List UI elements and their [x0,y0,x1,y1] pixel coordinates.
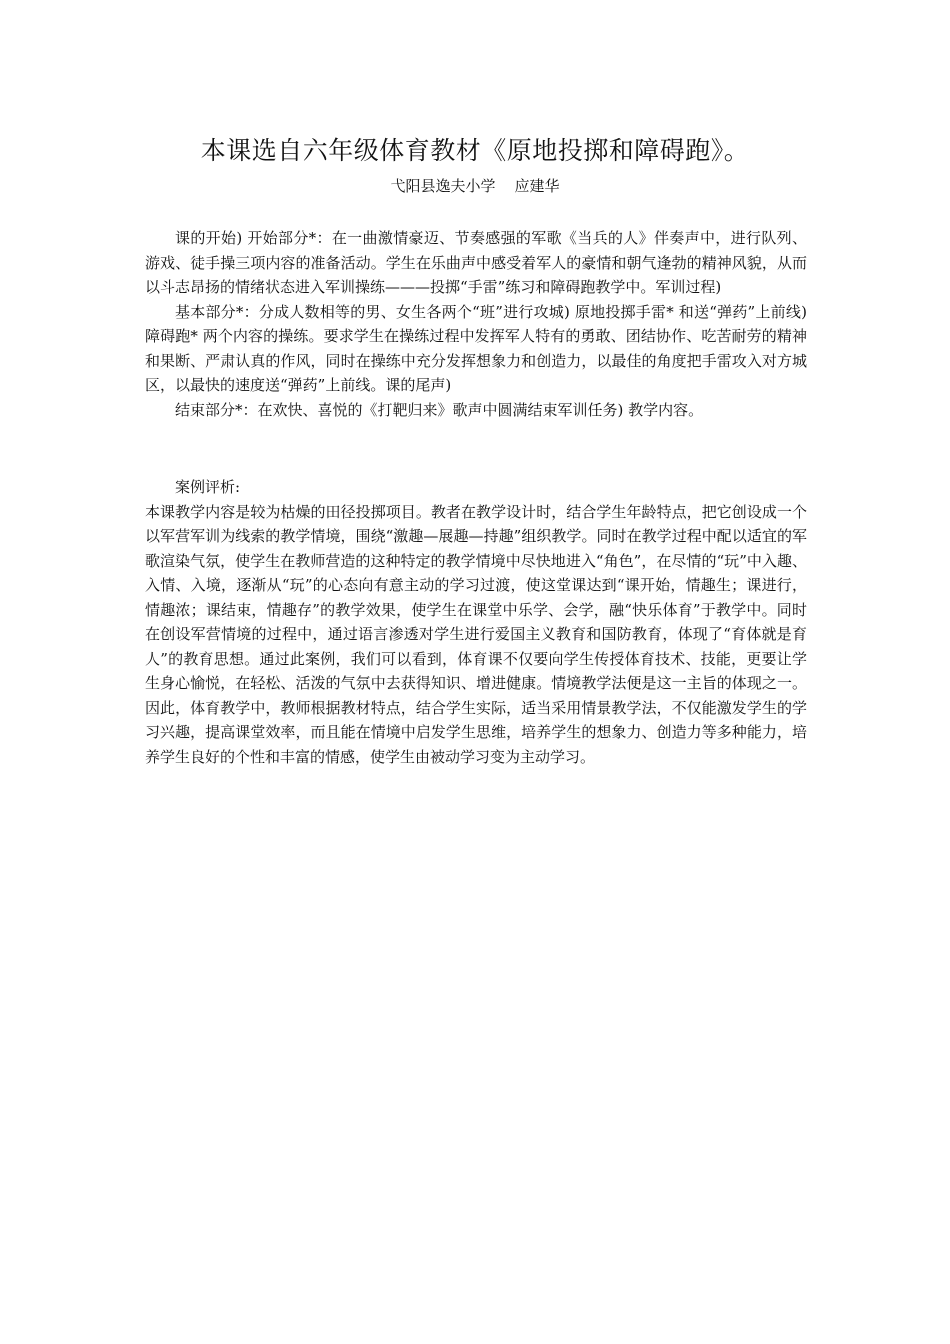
author-line: 弋阳县逸夫小学 应建华 [390,177,560,195]
case-review-section [145,475,807,769]
paragraph-opening: 课的开始) 开始部分*：在一曲激情豪迈、节奏感强的军歌《当兵的人》伴奏声中，进行队列、游戏、徒手操三项内容的准备活动。学生在乐曲声中感受着军人的豪情和朝气逢勃的精神风貌，从而以斗志昂扬的情绪状态进入军训操练———投掷“手雷”练习和障碍跑教学中。军训过程) [145,229,807,296]
paragraph-closing: 结束部分*：在欢快、喜悦的《打靶归来》歌声中圆满结束军训任务) 教学内容。 [175,400,704,419]
review-paragraph: 本课教学内容是较为枯燥的田径投掷项目。教者在教学设计时，结合学生年龄特点，把它创设成一个以军营军训为线索的教学情境，围绕“激趣—展趣—持趣”组织教学。同时在教学过程中配以适宜的军歌渲染气氛，使学生在教师营造的这种特定的教学情境中尽快地进入“角色”，在尽情的“玩”中入趣、入情、入境，逐渐从“玩”的心态向有意主动的学习过渡，使这堂课达到“课开始，情趣生；课进行，情趣浓；课结束，情趣存”的教学效果，使学生在课堂中乐学、会学，融“快乐体育”于教学中。同时在创设军营情境的过程中，通过语言渗透对学生进行爱国主义教育和国防教育，体现了“育体就是育人”的教育思想。通过此案例，我们可以看到，体育课不仅要向学生传授体育技术、技能，更要让学生身心愉悦，在轻松、活泼的气氛中去获得知识、增进健康。情境教学法便是这一主旨的体现之一。因此，体育教学中，教师根据教材特点，结合学生实际，适当采用情景教学法，不仅能激发学生的学习兴趣，提高课堂效率，而且能在情境中启发学生思维，培养学生的想象力、创造力等多种能力，培养学生良好的个性和丰富的情感，使学生由被动学习变为主动学习。 [145,502,807,766]
review-heading: 案例评析: [175,478,241,496]
page-title: 本课选自六年级体育教材《原地投掷和障碍跑》。 [200,136,750,165]
paragraph-main-part: 基本部分*：分成人数相等的男、女生各两个“班”进行攻城) 原地投掷手雷* 和送“弹药”上前线) 障碍跑* 两个内容的操练。要求学生在操练过程中发挥军人特有的勇敢、团结协作、吃苦耐劳的精神和果断、严肃认真的作风，同时在操练中充分发挥想象力和创造力，以最佳的角度把手雷攻入对方城区，以最快的速度送“弹药”上前线。课的尾声) [145,302,807,394]
lesson-description [145,226,807,422]
